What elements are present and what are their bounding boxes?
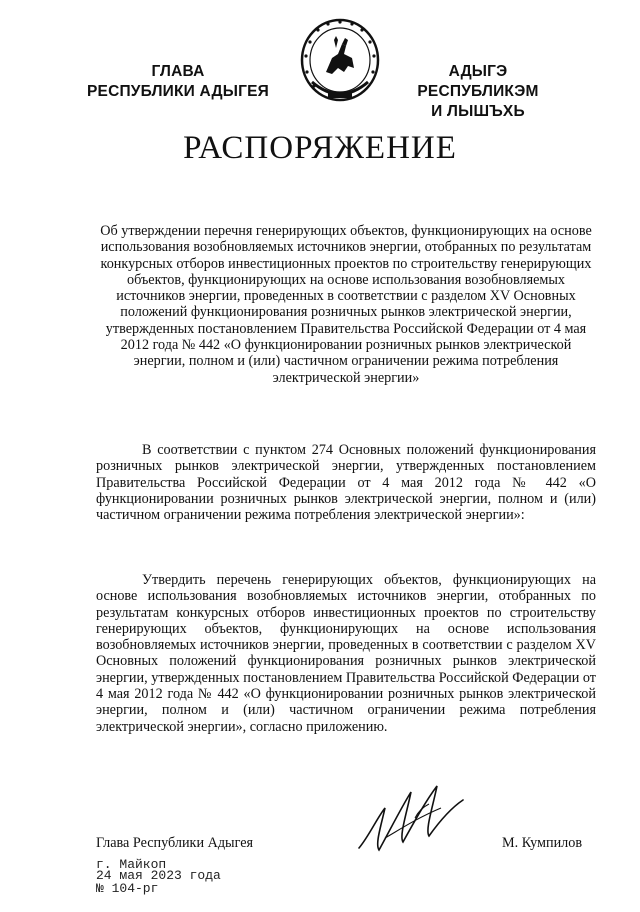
handwritten-signature bbox=[355, 778, 467, 860]
signatory-name: М. Кумпилов bbox=[502, 835, 583, 851]
document-number: № 104-рг bbox=[96, 881, 159, 896]
preamble-paragraph: В соответствии с пунктом 274 Основных положений функционирования розничных рынков электрической энергии, утвержденных постановлением Правительства Российской Федерации от 4 мая 2012 года № 442 «О функционировании розничных рынков электрической энергии, полном и (или) частичном ограничении режима потребления электрической энергии»: bbox=[96, 442, 596, 524]
header-right bbox=[388, 62, 568, 122]
header-left-line2: РЕСПУБЛИКИ АДЫГЕЯ bbox=[87, 83, 269, 100]
decision-paragraph: Утвердить перечень генерирующих объектов, функционирующих на основе использования возобновляемых источников энергии, отобранных по результатам конкурсных отборов инвестиционных проектов по строительству генерирующих объектов, функционирующих на основе использования возобновляемых источников энергии, проведенных в соответствии с разделом XV Основных положений функционирования розничных рынков электрической энергии, утвержденных постановлением Правительства Российской Федерации от 4 мая 2012 года № 442 «О функционировании розничных рынков электрической энергии, полном и (или) частичном ограничении режима потребления электрической энергии», согласно приложению. bbox=[96, 572, 596, 735]
header-right-line1: АДЫГЭ РЕСПУБЛИКЭМ bbox=[417, 63, 539, 100]
issue-place: г. Майкоп bbox=[96, 857, 167, 872]
header-right-line2: И ЛЫШЪХЬ bbox=[431, 103, 525, 120]
document-subject: Об утверждении перечня генерирующих объектов, функционирующих на основе использования возобновляемых источников энергии, отобранных по результатам конкурсных отборов инвестиционных проектов по строительству генерирующих объектов, функционирующих на основе использования возобновляемых источников энергии, проведенных в соответствии с разделом XV Основных положений функционирования розничных рынков электрической энергии, утвержденных постановлением Правительства Российской Федерации от 4 мая 2012 года № 442 «О функционировании розничных рынков электрической энергии, полном и (или) частичном ограничении режима потребления электрической энергии» bbox=[100, 223, 592, 386]
signatory-position: Глава Республики Адыгея bbox=[96, 835, 254, 851]
header-left bbox=[78, 62, 278, 102]
header-left-line1: ГЛАВА bbox=[151, 63, 205, 80]
issue-date: 24 мая 2023 года bbox=[96, 868, 221, 883]
coat-of-arms-emblem bbox=[298, 16, 382, 108]
document-title: РАСПОРЯЖЕНИЕ bbox=[183, 130, 457, 166]
